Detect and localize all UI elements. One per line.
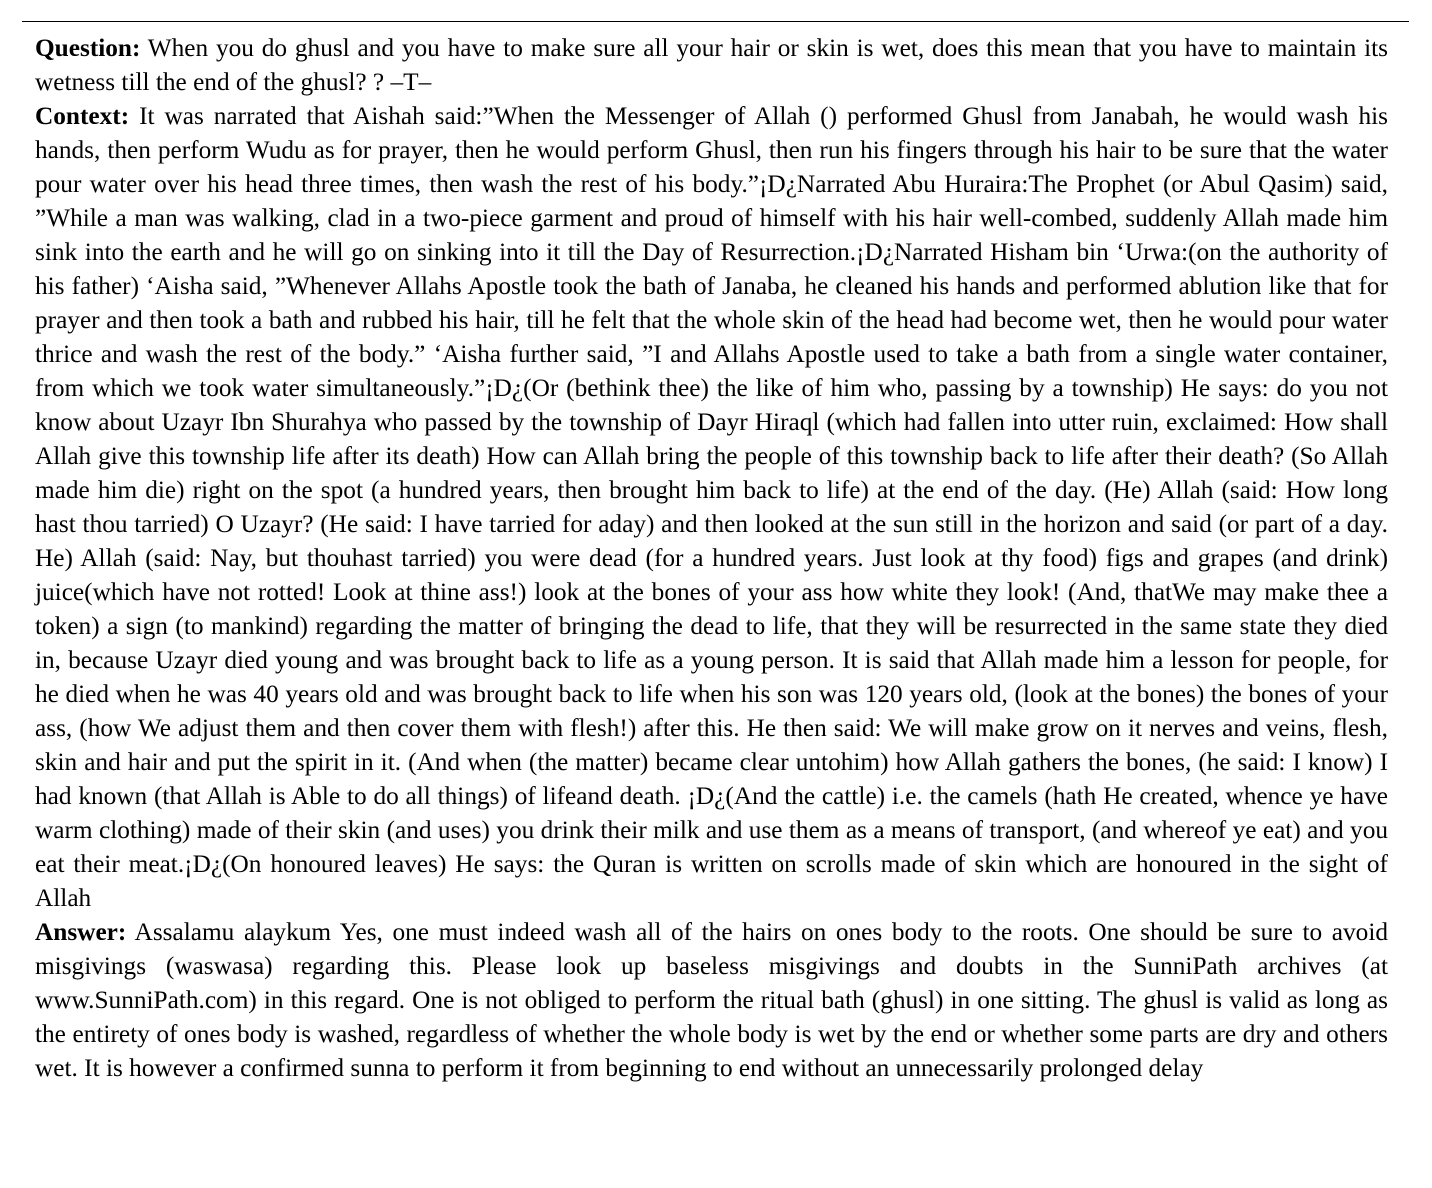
answer-paragraph xyxy=(35,915,1388,1085)
context-text: It was narrated that Aishah said:”When the Messenger of Allah () performed Ghusl from Janabah, he would wash his hands, then perform Wudu as for prayer, then he would perform Ghusl, then run his fingers through his hair to be sure that the water pour water over his head three times, then wash the rest of his body.”¡D¿Narrated Abu Huraira:The Prophet (or Abul Qasim) said, ”While a man was walking, clad in a two-piece garment and proud of himself with his hair well-combed, suddenly Allah made him sink into the earth and he will go on sinking into it till the Day of Resurrection.¡D¿Narrated Hisham bin ‘Urwa:(on the authority of his father) ‘Aisha said, ”Whenever Allahs Apostle took the bath of Janaba, he cleaned his hands and performed ablution like that for prayer and then took a bath and rubbed his hair, till he felt that the whole skin of the head had become wet, then he would pour water thrice and wash the rest of the body.” ‘Aisha further said, ”I and Allahs Apostle used to take a bath from a single water container, from which we took water simultaneously.”¡D¿(Or (bethink thee) the like of him who, passing by a township) He says: do you not know about Uzayr Ibn Shurahya who passed by the township of Dayr Hiraql (which had fallen into utter ruin, exclaimed: How shall Allah give this township life after its death) How can Allah bring the people of this township back to life after their death? (So Allah made him die) right on the spot (a hundred years, then brought him back to life) at the end of the day. (He) Allah (said: How long hast thou tarried) O Uzayr? (He said: I have tarried for aday) and then looked at the sun still in the horizon and said (or part of a day. He) Allah (said: Nay, but thouhast tarried) you were dead (for a hundred years. Just look at thy food) figs and grapes (and drink) juice(which have not rotted! Look at thine ass!) look at the bones of your ass how white they look! (And, thatWe may make thee a token) a sign (to mankind) regarding the matter of bringing the dead to life, that they will be resurrected in the same state they died in, because Uzayr died young and was brought back to life as a young person. It is said that Allah made him a lesson for people, for he died when he was 40 years old and was brought back to life when his son was 120 years old, (look at the bones) the bones of your ass, (how We adjust them and then cover them with flesh!) after this. He then said: We will make grow on it nerves and veins, flesh, skin and hair and put the spirit in it. (And when (the matter) became clear untohim) how Allah gathers the bones, (he said: I know) I had known (that Allah is Able to do all things) of lifeand death. ¡D¿(And the cattle) i.e. the camels (hath He created, whence ye have warm clothing) made of their skin (and uses) you drink their milk and use them as a means of transport, (and whereof ye eat) and you eat their meat.¡D¿(On honoured leaves) He says: the Quran is written on scrolls made of skin which are honoured in the sight of Allah xyxy=(35,102,1388,912)
context-paragraph xyxy=(35,99,1388,915)
answer-label: Answer: xyxy=(35,918,127,946)
question-paragraph xyxy=(35,31,1388,99)
question-text: When you do ghusl and you have to make sure all your hair or skin is wet, does this mean that you have to maintain its wetness till the end of the ghusl? ? –T– xyxy=(35,34,1388,96)
context-label: Context: xyxy=(35,102,130,130)
question-label: Question: xyxy=(35,34,141,62)
answer-text: Assalamu alaykum Yes, one must indeed wash all of the hairs on ones body to the roots. One should be sure to avoid misgivings (waswasa) regarding this. Please look up baseless misgivings and doubts in the SunniPath archives (at www.SunniPath.com) in this regard. One is not obliged to perform the ritual bath (ghusl) in one sitting. The ghusl is valid as long as the entirety of ones body is washed, regardless of whether the whole body is wet by the end or whether some parts are dry and others wet. It is however a confirmed sunna to perform it from beginning to end without an unnecessarily prolonged delay xyxy=(35,918,1388,1082)
top-rule xyxy=(22,21,1409,22)
qa-document xyxy=(35,31,1388,1085)
